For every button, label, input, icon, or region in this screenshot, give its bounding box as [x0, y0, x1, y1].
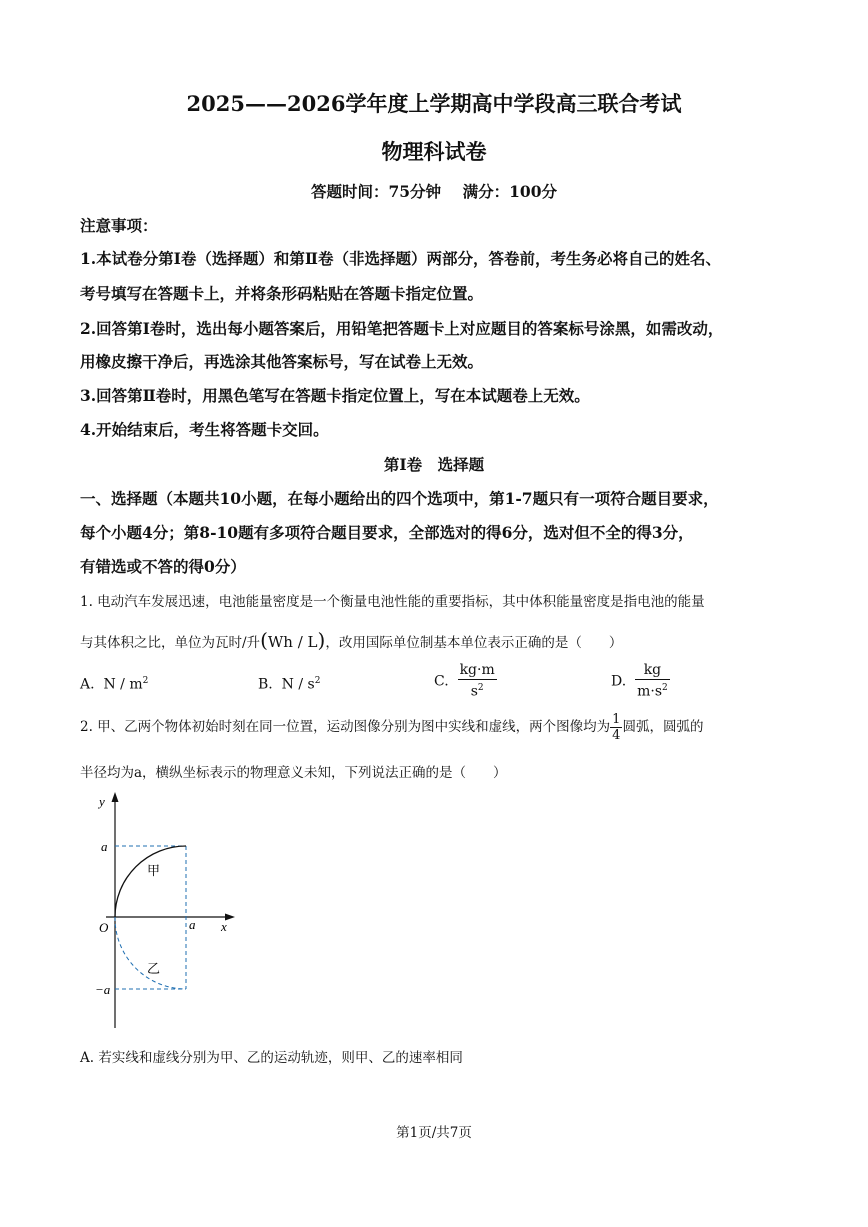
origin-label: O	[99, 920, 109, 935]
page-number: 第1页/共7页	[396, 1125, 472, 1141]
q1-option-a	[80, 676, 148, 693]
q1-option-d-numerator: kg	[635, 662, 670, 680]
q2-stem-line-1	[80, 712, 703, 743]
q1-option-a-label: A.	[80, 676, 95, 693]
q2-stem-line-2: 半径均为a，横纵坐标表示的物理意义未知，下列说法正确的是（ ）	[80, 765, 507, 781]
curve-yi-label: 乙	[147, 962, 161, 977]
notice-line-6: 4.开始结束后，考生将答题卡交回。	[80, 420, 329, 439]
q1-option-c	[434, 662, 497, 701]
notice-heading: 注意事项：	[80, 216, 158, 235]
section-title: 第Ⅰ卷 选择题	[383, 455, 485, 474]
q1-option-c-den-exp: 2	[477, 683, 484, 693]
q2-frac-den: 4	[612, 728, 621, 743]
subject-title: 物理科试卷	[381, 139, 487, 164]
q1-option-a-exp: 2	[142, 676, 149, 686]
y-label: y	[99, 794, 105, 809]
q2-stem-post: 圆弧，圆弧的	[622, 719, 704, 735]
curve-jia	[115, 846, 186, 917]
notice-line-5: 3.回答第Ⅱ卷时，用黑色笔写在答题卡指定位置上，写在本试题卷上无效。	[80, 386, 590, 405]
exam-info: 答题时间：75分钟 满分：100分	[310, 182, 557, 201]
q2-quarter-fraction	[610, 712, 622, 743]
a-top-label: a	[101, 839, 108, 854]
x-label: x	[221, 919, 227, 934]
q1-unit: Wh / L	[267, 633, 318, 651]
q1-stem-post: ，改用国际单位制基本单位表示正确的是（ ）	[325, 635, 623, 651]
exam-title: 2025——2026学年度上学期高中学段高三联合考试	[186, 91, 682, 116]
q1-stem-pre: 与其体积之比，单位为瓦时/升	[80, 635, 261, 651]
q2-option-a: A. 若实线和虚线分别为甲、乙的运动轨迹，则甲、乙的速率相同	[80, 1050, 463, 1066]
section-desc-3: 有错选或不答的得0分）	[80, 557, 246, 576]
q1-stem-line-1: 1. 电动汽车发展迅速，电池能量密度是一个衡量电池性能的重要指标，其中体积能量密度是指电池的能量	[80, 594, 705, 610]
q1-option-b-base: N / s	[281, 676, 315, 693]
notice-line-1: 1.本试卷分第Ⅰ卷（选择题）和第Ⅱ卷（非选择题）两部分，答卷前，考生务必将自己的姓名、	[80, 249, 721, 268]
notice-line-3: 2.回答第Ⅰ卷时，选出每小题答案后，用铅笔把答题卡上对应题目的答案标号涂黑，如需改动，	[80, 319, 724, 338]
a-right-label: a	[189, 917, 196, 932]
q1-option-d-label: D.	[611, 673, 627, 690]
q1-option-c-den-base: s	[470, 683, 478, 700]
q1-option-d-den-exp: 2	[662, 683, 668, 693]
section-desc-2: 每个小题4分；第8-10题有多项符合题目要求，全部选对的得6分，选对但不全的得3分，	[80, 523, 694, 542]
y-axis-arrow	[112, 792, 119, 802]
notice-line-4: 用橡皮擦干净后，再选涂其他答案标号，写在试卷上无效。	[80, 352, 484, 371]
q1-option-c-numerator: kg·m	[459, 662, 495, 678]
a-bottom-label: −a	[95, 982, 111, 997]
q1-option-b-label: B.	[258, 676, 273, 693]
curve-jia-label: 甲	[147, 864, 161, 879]
curve-yi	[115, 917, 186, 989]
q1-stem-line-2: 与其体积之比，单位为瓦时/升(Wh / L)，改用国际单位制基本单位表示正确的是（ ）	[80, 628, 623, 652]
q1-option-d	[611, 662, 670, 701]
q1-option-d-fraction	[635, 662, 670, 701]
q1-option-a-base: N / m	[103, 676, 143, 693]
section-desc-1: 一、选择题（本题共10小题，在每小题给出的四个选项中，第1-7题只有一项符合题目要求，	[80, 489, 719, 508]
q1-option-d-den-base: m·s	[637, 683, 663, 700]
q1-option-b	[258, 676, 320, 693]
q2-stem-pre: 2. 甲、乙两个物体初始时刻在同一位置，运动图像分别为图中实线和虚线，两个图像均为	[80, 719, 611, 735]
q2-frac-num: 1	[612, 712, 621, 727]
notice-line-2: 考号填写在答题卡上，并将条形码粘贴在答题卡指定位置。	[80, 284, 484, 303]
q1-option-c-fraction	[458, 662, 497, 701]
q1-option-c-label: C.	[434, 673, 449, 690]
q1-option-b-exp: 2	[314, 676, 321, 686]
q2-figure	[95, 785, 245, 1035]
